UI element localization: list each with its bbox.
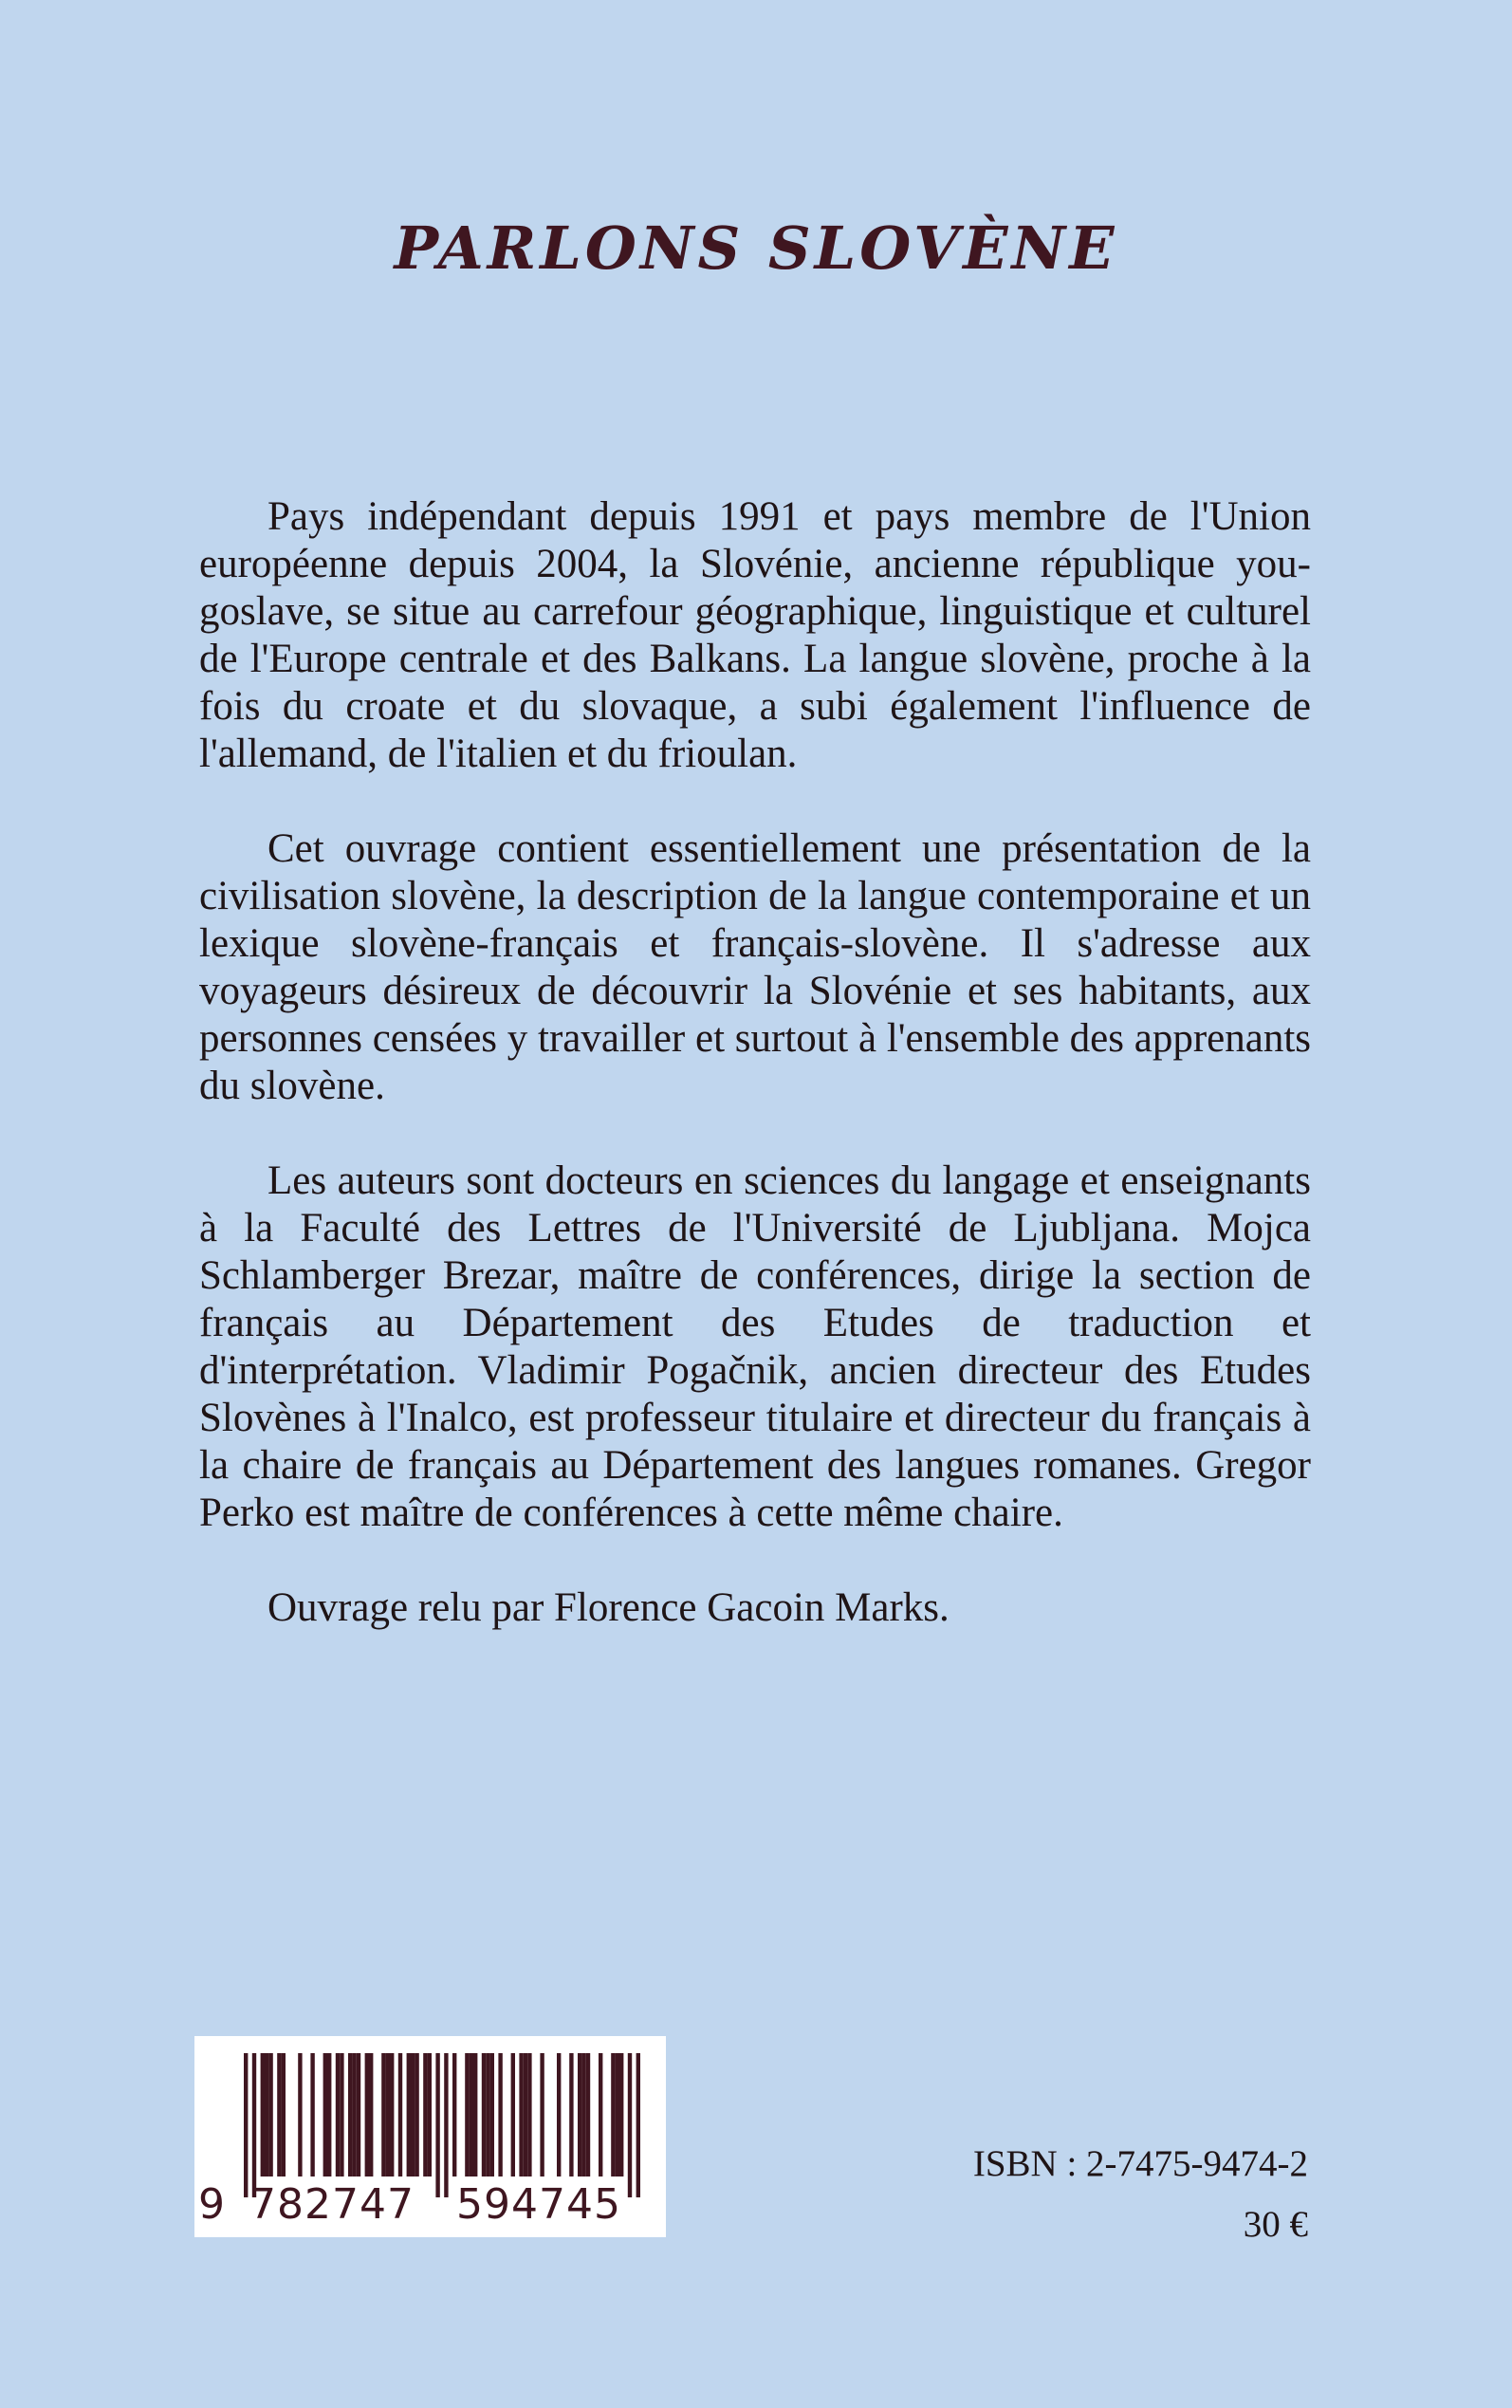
barcode-guard-bar <box>244 2053 248 2197</box>
barcode-bar <box>398 2053 402 2176</box>
barcode-bar <box>473 2053 477 2176</box>
barcode-bar <box>386 2053 390 2176</box>
barcode-bar <box>357 2053 360 2176</box>
barcode-bar <box>323 2053 327 2176</box>
barcode-bar <box>616 2053 619 2176</box>
barcode-bar <box>310 2053 314 2176</box>
barcode-bar <box>415 2053 418 2176</box>
paragraph-authors: Les auteurs sont docteurs en sciences du langage et enseignants à la Faculté des Lettres de l'Université de Ljubljana. Mojca Schlamberger Brezar, maître de conférences, dirige la section de français au Département des Etudes de traduction et d'interprétation. Vladimir Pogačnik, ancien directeur des Etudes Slovènes à l'Inalco, est professeur titulaire et directeur du français à la chaire de français au Département des langues romanes. Gregor Perko est maître de conférences à cette même chaire. <box>199 1158 1311 1535</box>
price-label: 30 € <box>1243 2204 1308 2245</box>
barcode <box>194 2036 666 2237</box>
barcode-bar <box>619 2053 623 2176</box>
barcode-bar <box>611 2053 615 2176</box>
barcode-bar <box>599 2053 602 2176</box>
back-cover-blurb <box>199 493 1311 1632</box>
barcode-bar <box>519 2053 523 2176</box>
barcode-bar <box>490 2053 494 2176</box>
barcode-bar <box>390 2053 394 2176</box>
book-title: PARLONS SLOVÈNE <box>394 213 1118 283</box>
barcode-left-digits: 782747 <box>249 2180 415 2229</box>
barcode-bar <box>277 2053 281 2176</box>
barcode-bar <box>452 2053 456 2176</box>
barcode-bar <box>348 2053 352 2176</box>
barcode-bar <box>268 2053 272 2176</box>
barcode-bar <box>581 2053 585 2176</box>
barcode-guard-bar <box>435 2053 439 2197</box>
barcode-bar <box>569 2053 573 2176</box>
barcode-bar <box>407 2053 411 2176</box>
barcode-bar <box>527 2053 531 2176</box>
barcode-bar <box>557 2053 561 2176</box>
paragraph-proofreader: Ouvrage relu par Florence Gacoin Marks. <box>267 1585 950 1630</box>
barcode-bar <box>428 2053 432 2176</box>
barcode-guard-bar <box>636 2053 640 2197</box>
barcode-bar <box>482 2053 486 2176</box>
barcode-bar <box>498 2053 502 2176</box>
barcode-bar <box>282 2053 286 2176</box>
barcode-right-digits: 594745 <box>456 2180 621 2229</box>
barcode-bar <box>511 2053 515 2176</box>
barcode-bar <box>381 2053 385 2176</box>
barcode-bar <box>411 2053 415 2176</box>
barcode-guard-bar <box>252 2053 256 2197</box>
barcode-bar <box>327 2053 331 2176</box>
isbn-number: ISBN : 2-7475-9474-2 <box>972 2143 1308 2184</box>
barcode-bar <box>586 2053 590 2176</box>
barcode-bar <box>423 2053 427 2176</box>
barcode-bar <box>486 2053 489 2176</box>
barcode-bar <box>470 2053 473 2176</box>
barcode-bar <box>336 2053 340 2176</box>
barcode-bar <box>298 2053 302 2176</box>
barcode-bar <box>352 2053 356 2176</box>
barcode-bar <box>540 2053 544 2176</box>
barcode-bar <box>265 2053 268 2176</box>
paragraph-book-contents: Cet ouvrage contient essentiellement une présentation de la civilisation slovène, la description de la langue contemporaine et un lexique slovène-français et français-slovène. Il s'adresse aux voyageurs désireux de découvrir la Slovénie et ses habitants, aux personnes censées y travailler et surtout à l'ensemble des apprenants du slovène. <box>199 826 1311 1108</box>
paragraph-country-intro: Pays indépendant depuis 1991 et pays membre de l'Union européenne depuis 2004, la Slovénie, ancienne république yougoslave, se situe au carrefour géographique, linguistique et culturel de l'Europe centrale et des Balkans. La langue slovène, proche à la fois du croate et du slovaque, a subi également l'influence de l'allemand, de l'italien et du frioulan. <box>199 494 1311 776</box>
barcode-bar <box>261 2053 265 2176</box>
barcode-bar <box>524 2053 527 2176</box>
barcode-guard-bar <box>628 2053 632 2197</box>
barcode-first-digit: 9 <box>198 2180 225 2229</box>
barcode-bar <box>369 2053 373 2176</box>
barcode-guard-bar <box>444 2053 448 2197</box>
barcode-bar <box>365 2053 369 2176</box>
barcode-bar <box>340 2053 343 2176</box>
barcode-bar <box>465 2053 469 2176</box>
barcode-bar <box>578 2053 581 2176</box>
barcode-digits <box>194 2178 666 2232</box>
